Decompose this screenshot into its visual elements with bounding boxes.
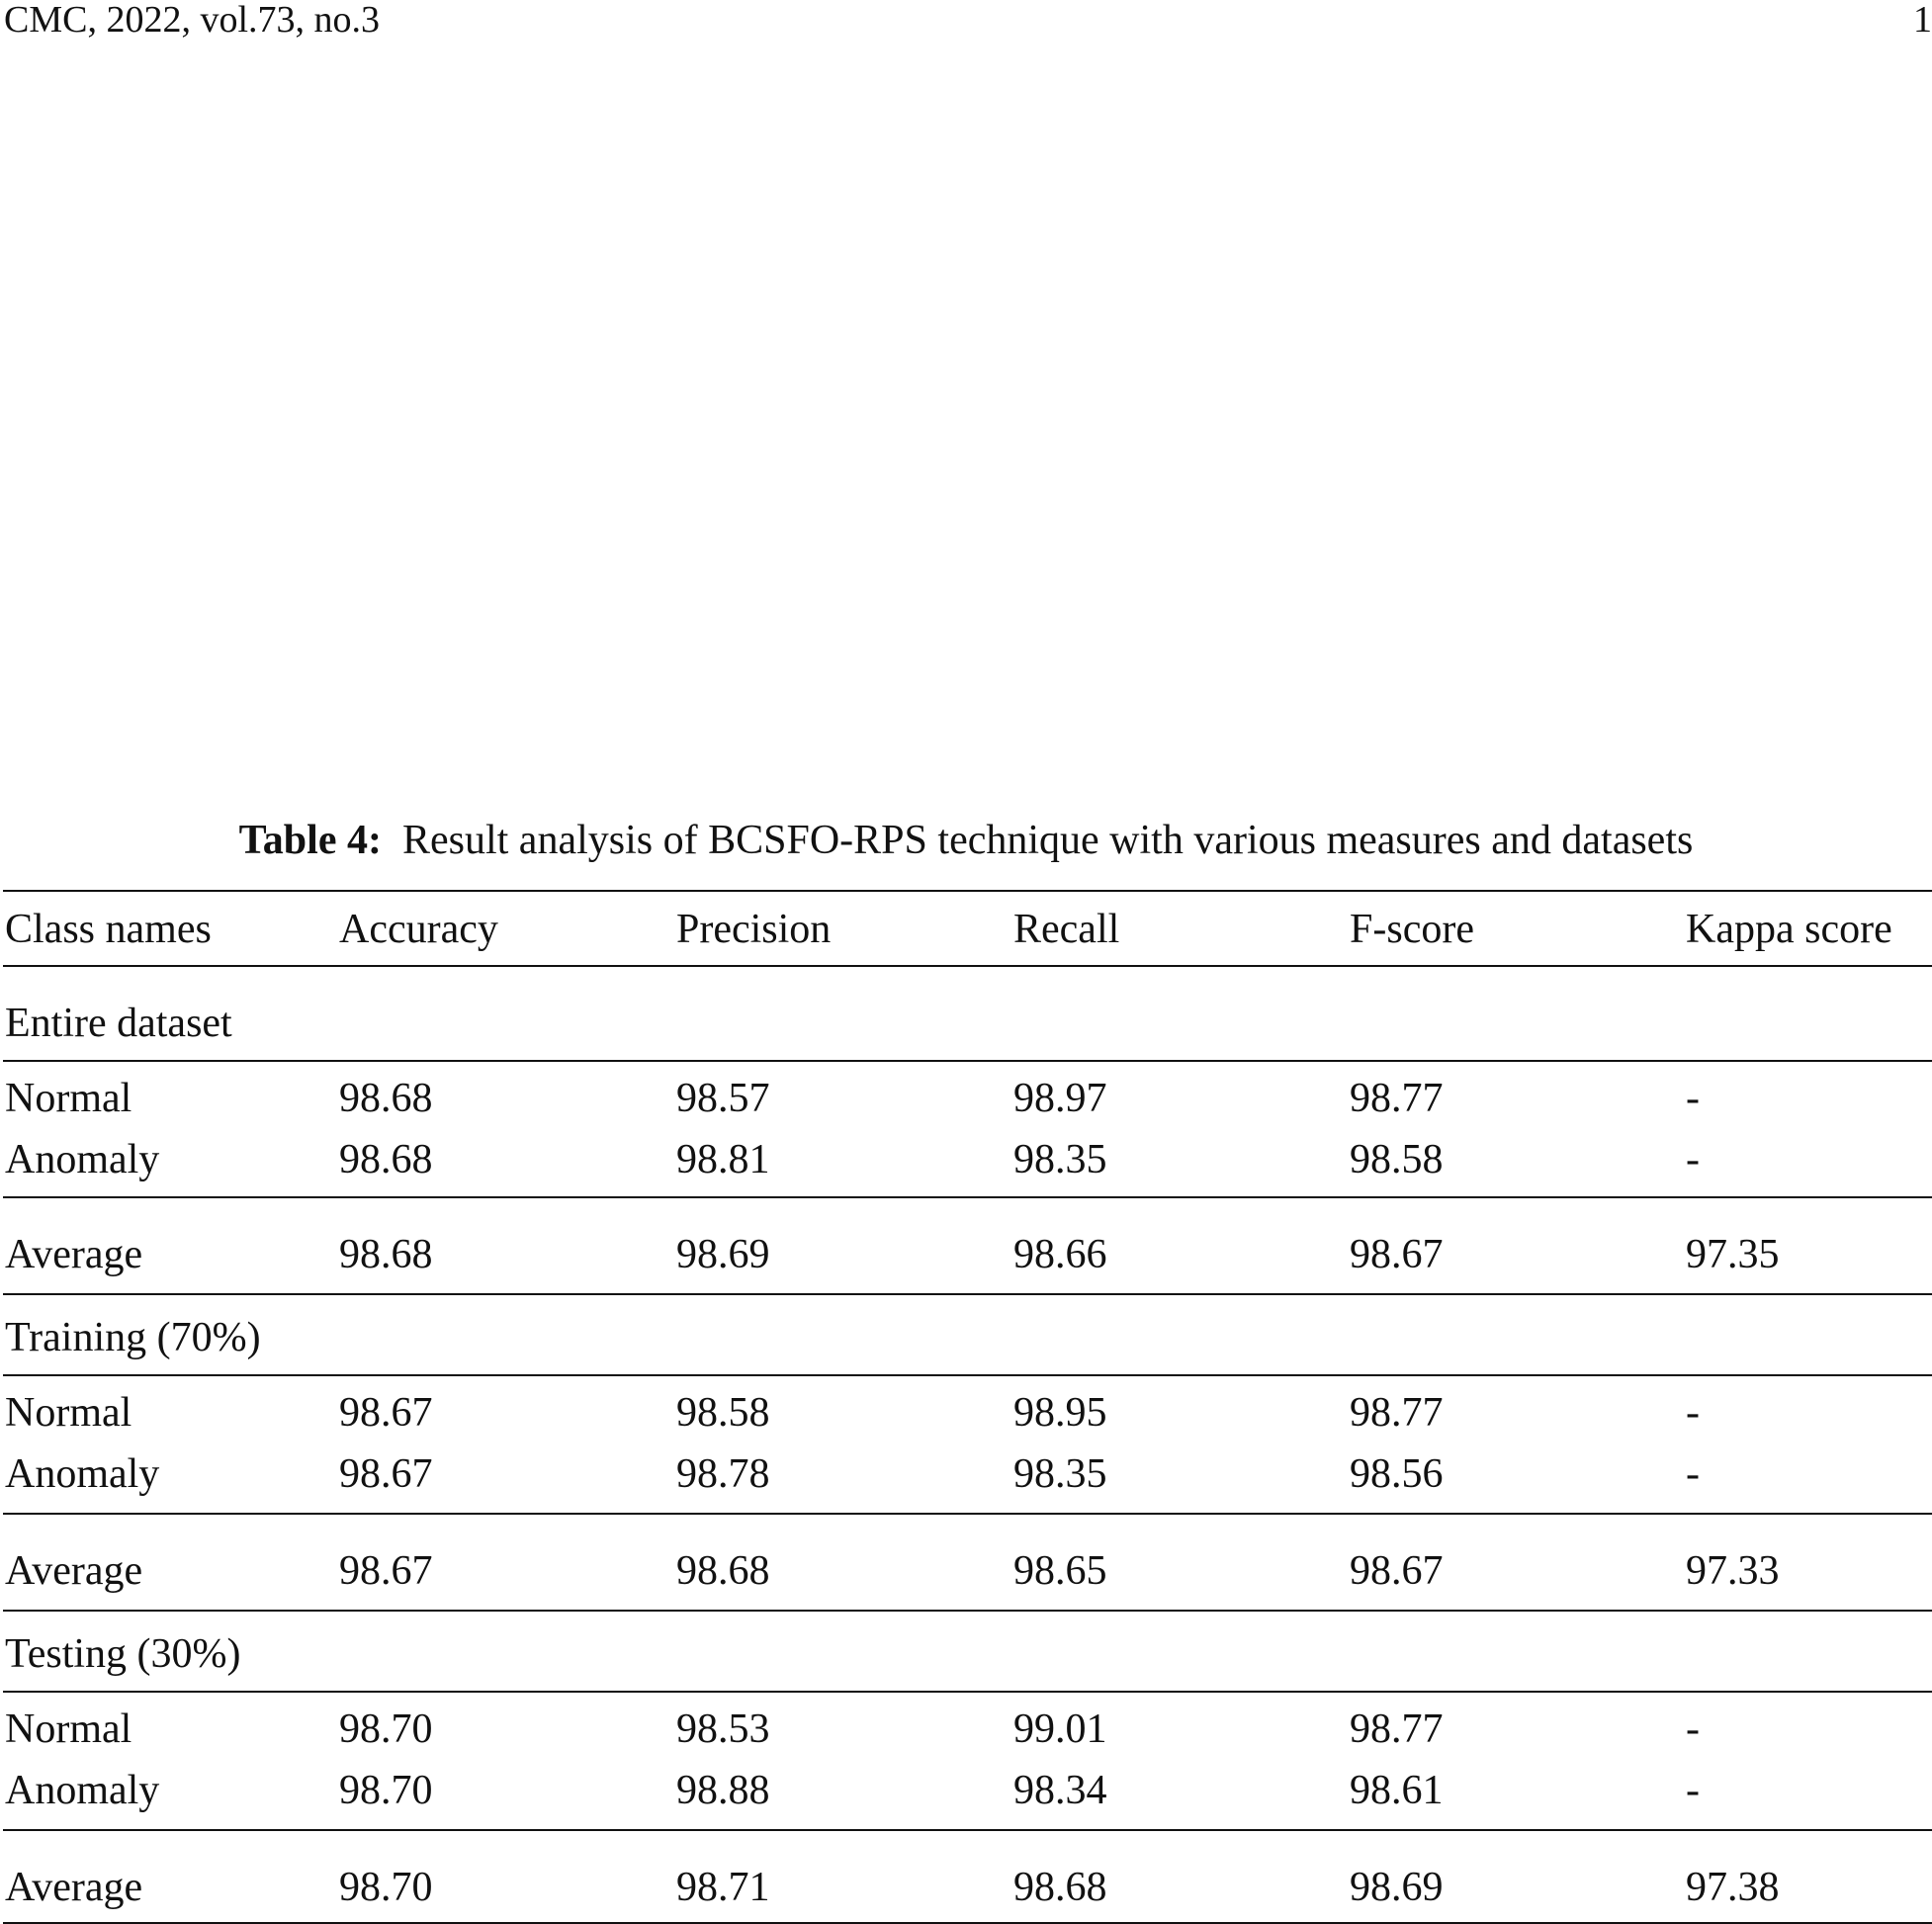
- table-rule: [3, 1513, 1932, 1515]
- kappa-score-cell: 97.38: [1686, 1865, 1780, 1910]
- table-rule: [3, 1293, 1932, 1295]
- class-name-cell: Average: [5, 1548, 143, 1594]
- table-rule: [3, 965, 1932, 967]
- recall-cell: 98.35: [1013, 1451, 1107, 1497]
- f-score-cell: 98.77: [1350, 1390, 1444, 1436]
- class-name-cell: Anomaly: [5, 1451, 160, 1497]
- section-title-row: [3, 1313, 1932, 1362]
- column-header: Class names: [5, 907, 212, 952]
- class-name-cell: Normal: [5, 1076, 132, 1121]
- f-score-cell: 98.77: [1350, 1706, 1444, 1752]
- recall-cell: 99.01: [1013, 1706, 1107, 1752]
- kappa-score-cell: 97.35: [1686, 1232, 1780, 1277]
- precision-cell: 98.71: [676, 1865, 770, 1910]
- f-score-cell: 98.67: [1350, 1232, 1444, 1277]
- page-number: 1: [1913, 0, 1932, 41]
- table-rule: [3, 1691, 1932, 1693]
- f-score-cell: 98.58: [1350, 1137, 1444, 1182]
- f-score-cell: 98.61: [1350, 1768, 1444, 1813]
- accuracy-cell: 98.70: [339, 1768, 433, 1813]
- kappa-score-cell: -: [1686, 1137, 1700, 1182]
- table-row: [3, 1449, 1932, 1499]
- average-row: [3, 1230, 1932, 1279]
- class-name-cell: Anomaly: [5, 1137, 160, 1182]
- column-header: F-score: [1350, 907, 1474, 952]
- table-row: [3, 1388, 1932, 1438]
- section-title: Training (70%): [5, 1315, 261, 1360]
- table-row: [3, 1135, 1932, 1184]
- recall-cell: 98.35: [1013, 1137, 1107, 1182]
- precision-cell: 98.53: [676, 1706, 770, 1752]
- precision-cell: 98.68: [676, 1548, 770, 1594]
- table-rule: [3, 1374, 1932, 1376]
- table-rule: [3, 1196, 1932, 1198]
- table-rule: [3, 1060, 1932, 1062]
- table-caption-label: Table 4:: [238, 818, 382, 863]
- kappa-score-cell: -: [1686, 1768, 1700, 1813]
- f-score-cell: 98.67: [1350, 1548, 1444, 1594]
- recall-cell: 98.66: [1013, 1232, 1107, 1277]
- table-caption: [0, 817, 1932, 864]
- table-row: [3, 1766, 1932, 1815]
- accuracy-cell: 98.67: [339, 1548, 433, 1594]
- table-row: [3, 1705, 1932, 1754]
- kappa-score-cell: -: [1686, 1390, 1700, 1436]
- table-header-row: [3, 905, 1932, 954]
- class-name-cell: Normal: [5, 1706, 132, 1752]
- kappa-score-cell: 97.33: [1686, 1548, 1780, 1594]
- precision-cell: 98.57: [676, 1076, 770, 1121]
- table-rule: [3, 1829, 1932, 1831]
- accuracy-cell: 98.70: [339, 1706, 433, 1752]
- precision-cell: 98.88: [676, 1768, 770, 1813]
- accuracy-cell: 98.68: [339, 1232, 433, 1277]
- table-rule: [3, 1610, 1932, 1612]
- class-name-cell: Normal: [5, 1390, 132, 1436]
- average-row: [3, 1546, 1932, 1596]
- table-rule: [3, 890, 1932, 892]
- recall-cell: 98.34: [1013, 1768, 1107, 1813]
- table-row: [3, 1074, 1932, 1123]
- accuracy-cell: 98.67: [339, 1451, 433, 1497]
- kappa-score-cell: -: [1686, 1076, 1700, 1121]
- class-name-cell: Anomaly: [5, 1768, 160, 1813]
- table-caption-text: Result analysis of BCSFO-RPS technique with various measures and datasets: [401, 818, 1694, 863]
- accuracy-cell: 98.68: [339, 1076, 433, 1121]
- precision-cell: 98.69: [676, 1232, 770, 1277]
- section-title-row: [3, 999, 1932, 1048]
- kappa-score-cell: -: [1686, 1451, 1700, 1497]
- accuracy-cell: 98.70: [339, 1865, 433, 1910]
- column-header: Kappa score: [1686, 907, 1892, 952]
- recall-cell: 98.97: [1013, 1076, 1107, 1121]
- class-name-cell: Average: [5, 1232, 143, 1277]
- recall-cell: 98.95: [1013, 1390, 1107, 1436]
- recall-cell: 98.68: [1013, 1865, 1107, 1910]
- journal-header: CMC, 2022, vol.73, no.3: [4, 0, 381, 41]
- recall-cell: 98.65: [1013, 1548, 1107, 1594]
- precision-cell: 98.81: [676, 1137, 770, 1182]
- section-title-row: [3, 1629, 1932, 1679]
- column-header: Recall: [1013, 907, 1120, 952]
- class-name-cell: Average: [5, 1865, 143, 1910]
- section-title: Entire dataset: [5, 1001, 232, 1046]
- precision-cell: 98.78: [676, 1451, 770, 1497]
- column-header: Accuracy: [339, 907, 498, 952]
- section-title: Testing (30%): [5, 1631, 241, 1677]
- accuracy-cell: 98.68: [339, 1137, 433, 1182]
- kappa-score-cell: -: [1686, 1706, 1700, 1752]
- f-score-cell: 98.56: [1350, 1451, 1444, 1497]
- accuracy-cell: 98.67: [339, 1390, 433, 1436]
- average-row: [3, 1863, 1932, 1912]
- column-header: Precision: [676, 907, 832, 952]
- precision-cell: 98.58: [676, 1390, 770, 1436]
- f-score-cell: 98.69: [1350, 1865, 1444, 1910]
- f-score-cell: 98.77: [1350, 1076, 1444, 1121]
